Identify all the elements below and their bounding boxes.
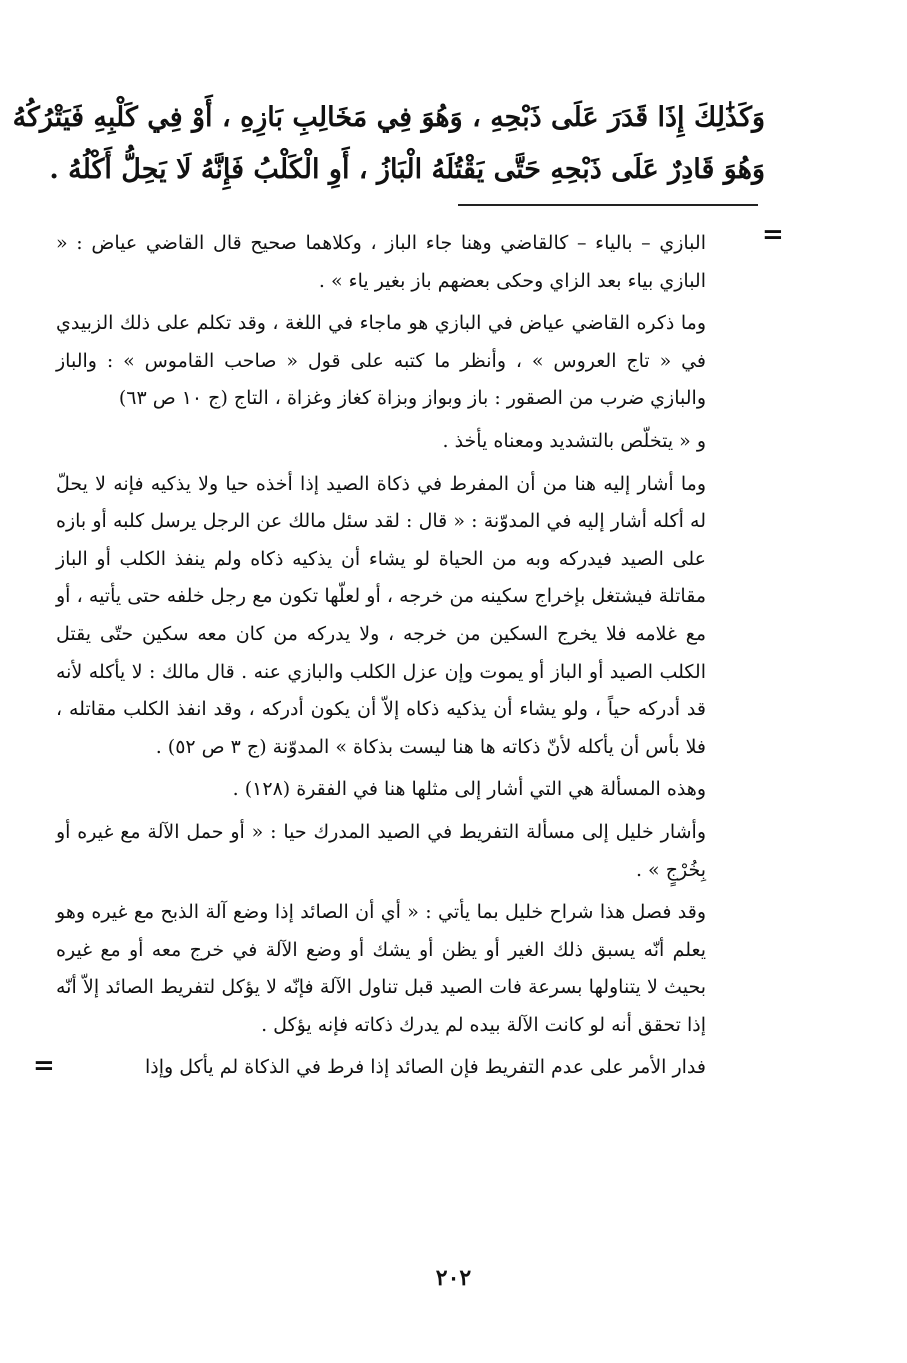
main-text-block xyxy=(12,92,765,196)
note-paragraph-2: وما ذكره القاضي عياض في البازي هو ماجاء في اللغة ، وقد تكلم على ذلك الزبيدي في « تاج العروس » ، وأنظر ما كتبه على قول « صاحب القاموس » : والباز والبازي ضرب من الصقور : باز وبواز وبزاة كغاز وغزاة ، التاج (ج ١٠ ص ٦٣) xyxy=(56,312,706,410)
note-paragraph-1: البازي – بالياء – كالقاضي وهنا جاء الباز ، وكلاهما صحيح قال القاضي عياض : « البازي بياء بعد الزاي وحكى بعضهم باز بغير ياء » . xyxy=(56,232,706,292)
note-paragraph-5: وهذه المسألة هي التي أشار إلى مثلها هنا في الفقرة (١٢٨) . xyxy=(232,778,706,801)
main-text-line-1: وَكَذَٰلِكَ إِذَا قَدَرَ عَلَى ذَبْحِهِ ، وَهُوَ فِي مَخَالِبِ بَازِهِ ، أَوْ فِي كَلْبِهِ فَيَتْرُكُهُ xyxy=(12,102,765,133)
note-paragraph-3: و « يتخلّص بالتشديد ومعناه يأخذ . xyxy=(442,429,706,452)
note-paragraph-6: وأشار خليل إلى مسألة التفريط في الصيد المدرك حيا : « أو حمل الآلة مع غيره أو بِخُرْجٍ » . xyxy=(56,820,706,881)
note-paragraph-8: فدار الأمر على عدم التفريط فإن الصائد إذا فرط في الذكاة لم يأكل وإذا xyxy=(144,1056,706,1079)
main-text-line-2: وَهُوَ قَادِرٌ عَلَى ذَبْحِهِ حَتَّى يَقْتُلَهُ الْبَازُ ، أَوِ الْكَلْبُ فَإِنَّهُ لَا يَحِلُّ أَكْلُهُ . xyxy=(49,154,765,185)
footnote-continuation-mark-bottom: = xyxy=(33,1051,55,1081)
footnote-divider xyxy=(458,204,758,206)
page-number: ٢٠٢ xyxy=(435,1265,472,1291)
note-paragraph-7: وقد فصل هذا شراح خليل بما يأتي : « أي أن الصائد إذا وضع آلة الذبح مع غيره وهو يعلم أنّه يسبق ذلك الغير أو يظن أو يشك أو وضع الآلة في خرج معه أو مع غيره بحيث لا يتناولها بسرعة فات الصيد قبل تناول الآلة فإنّه لا يؤكل لتفريط الصائد إلاّ أنّه إذا تحقق أنه لو كانت الآلة بيده لم يدرك ذكاته فإنه يؤكل . xyxy=(56,901,706,1036)
footnotes-block xyxy=(56,225,706,1092)
footnote-continuation-mark-top: = xyxy=(762,220,784,250)
note-paragraph-4: وما أشار إليه هنا من أن المفرط في ذكاة الصيد إذا أخذه حيا ولا يذكيه فإنه لا يحلّ له أكله أشار إليه في المدوّنة : « قال : لقد سئل مالك عن الرجل يرسل كلبه أو بازه على الصيد فيدركه وبه من الحياة لو يشاء أن يذكيه ذكاه ولم ينفذ الكلب أو الباز مقاتلة فيشتغل بإخراج سكينه من خرجه ، أو لعلّها تكون مع رجل خلفه حتى يأتيه ، أو مع غلامه فلا يخرج السكين من خرجه ، ولا يدركه من كان معه سكين حتّى يقتل الكلب الصيد أو الباز أو يموت وإن عزل الكلب والبازي عنه . قال مالك : لا يأكله لأنه قد أدركه حياً ، ولو يشاء أن يذكيه ذكاه إلاّ أن يكون أدركه ، وقد انفذ الكلب مقاتله ، فلا بأس أن يأكله لأنّ ذكاته ها هنا ليست بذكاة » المدوّنة (ج ٣ ص ٥٢) . xyxy=(56,472,706,758)
